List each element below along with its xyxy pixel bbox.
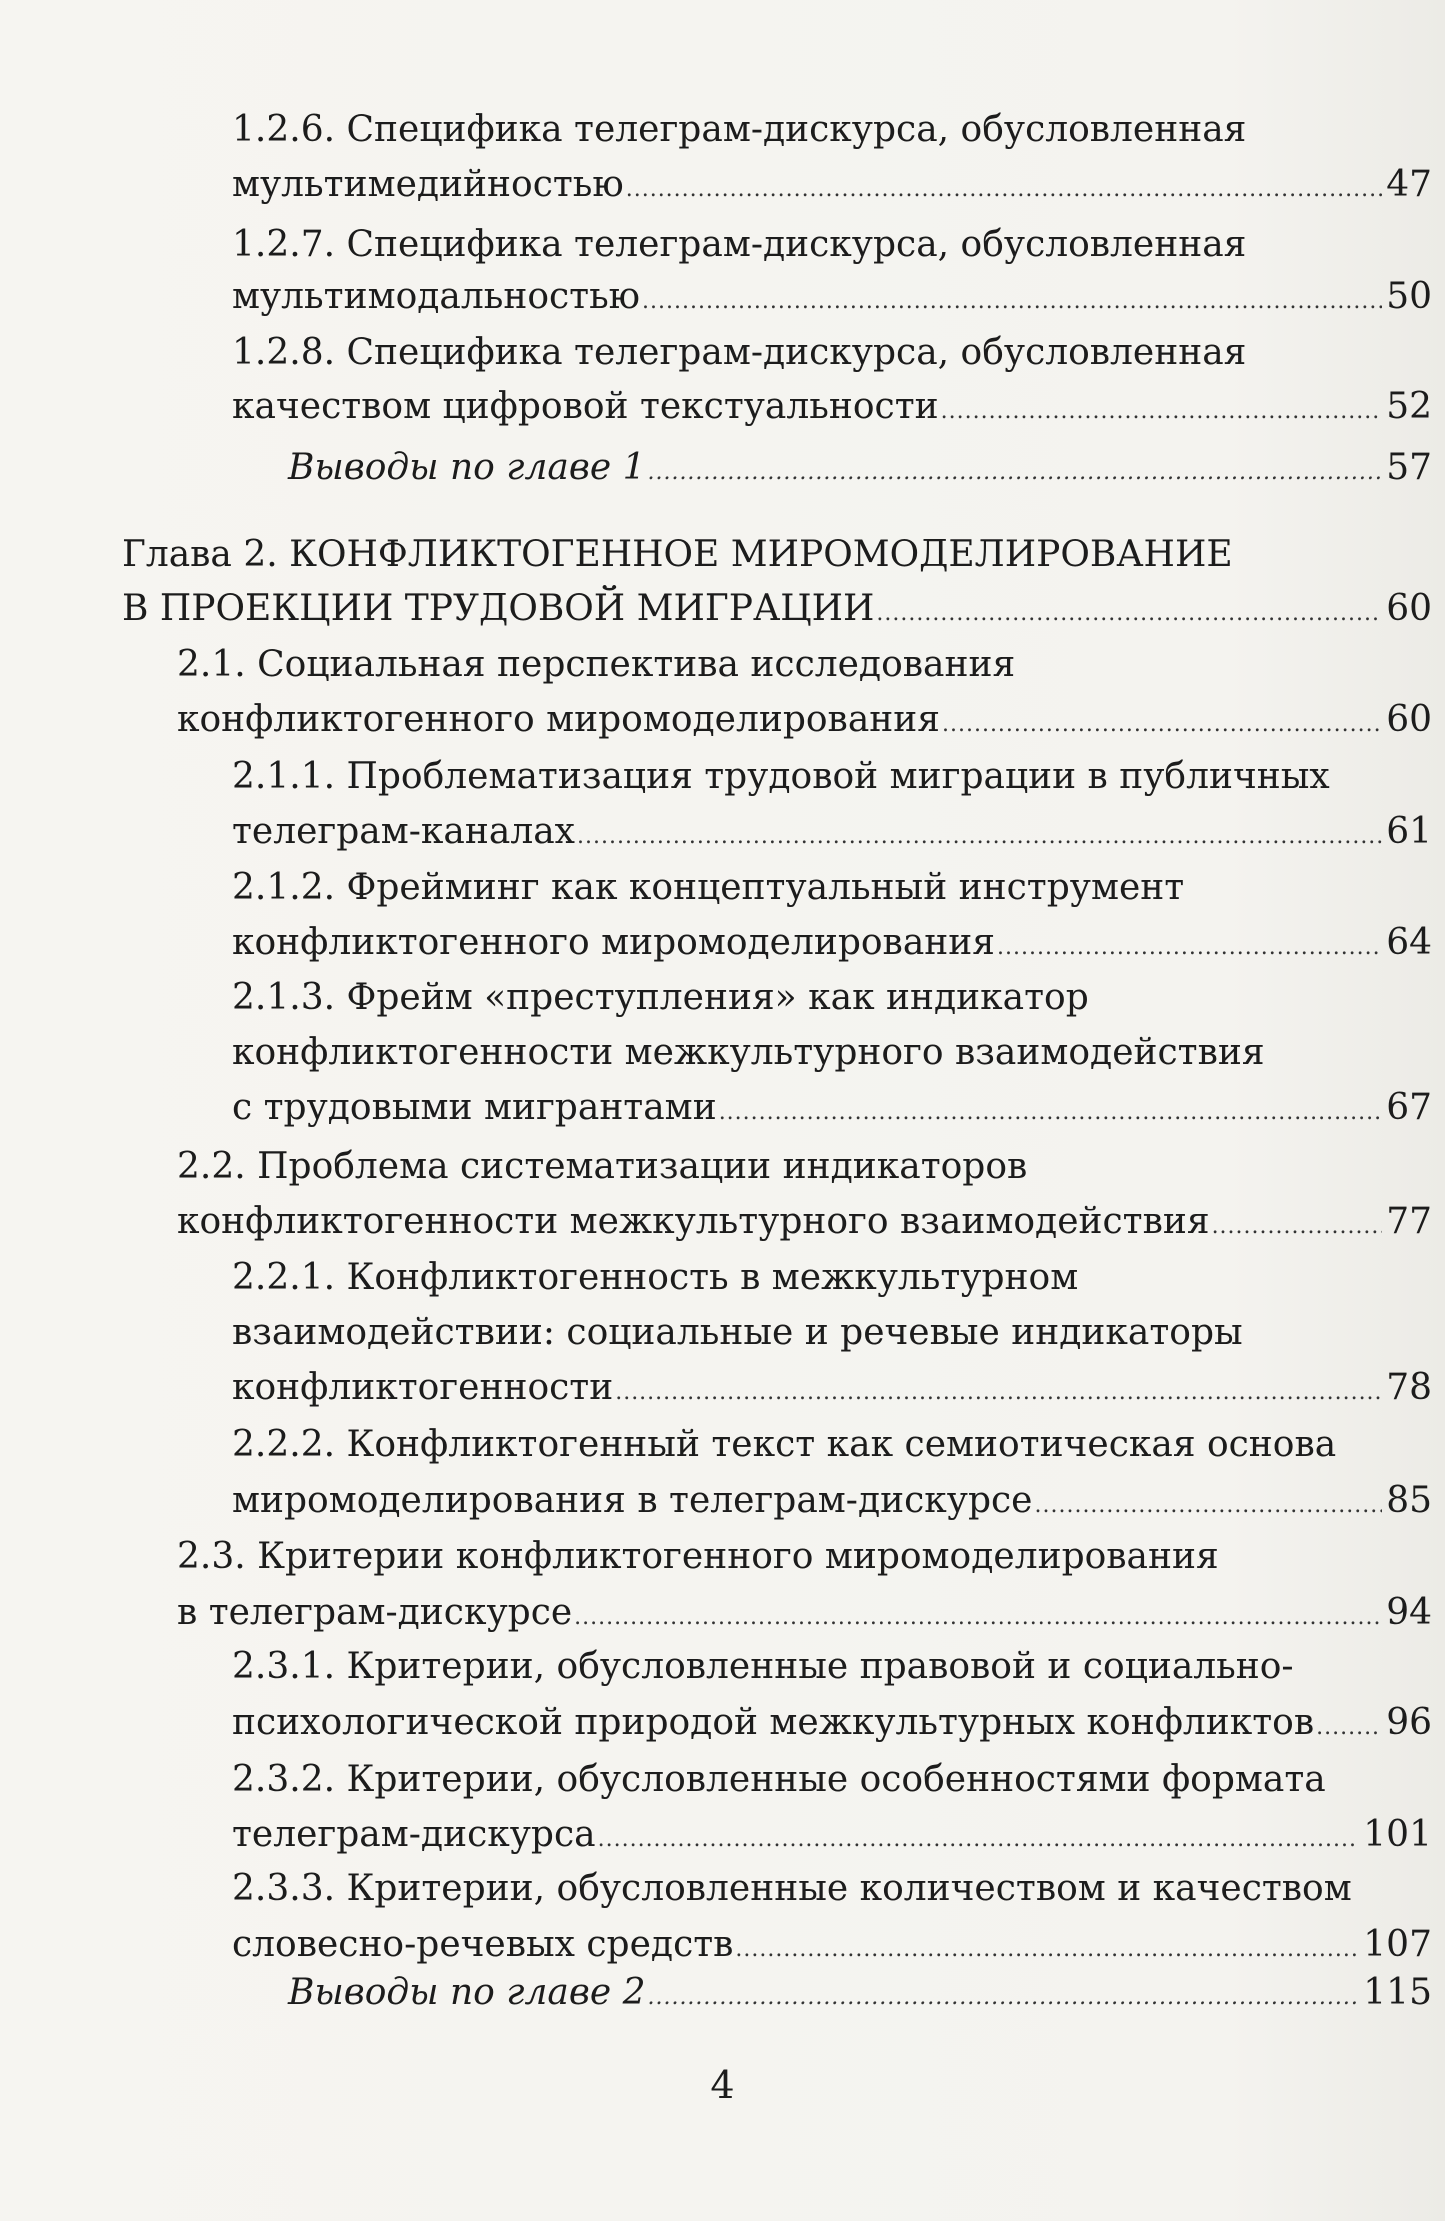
toc-entry-line bbox=[177, 1142, 1027, 1192]
dot-leader bbox=[876, 584, 1382, 639]
toc-entry-line bbox=[232, 1363, 1432, 1413]
dot-leader bbox=[941, 382, 1383, 437]
dot-leader bbox=[1316, 1698, 1382, 1753]
toc-entry-line bbox=[232, 105, 1246, 155]
toc-entry-line bbox=[177, 695, 1432, 745]
toc-entry-title: конфликтогенности межкультурного взаимодействия bbox=[177, 1201, 1210, 1242]
toc-entry-line bbox=[232, 1642, 1294, 1692]
toc-entry-line bbox=[232, 1864, 1352, 1914]
toc-page-number: 67 bbox=[1386, 1087, 1432, 1128]
toc-entry-title: телеграм-каналах bbox=[232, 811, 575, 852]
toc-entry-title: Глава 2. КОНФЛИКТОГЕННОЕ МИРОМОДЕЛИРОВАНИЕ bbox=[122, 534, 1233, 575]
toc-entry-line bbox=[232, 1920, 1432, 1970]
toc-entry-line bbox=[232, 220, 1246, 270]
toc-page-number: 94 bbox=[1386, 1592, 1432, 1633]
toc-page-number: 47 bbox=[1386, 164, 1432, 205]
dot-leader bbox=[942, 695, 1382, 750]
toc-entry-line bbox=[177, 1197, 1432, 1247]
toc-page-number: 115 bbox=[1363, 1972, 1432, 2013]
dot-leader bbox=[574, 1588, 1382, 1643]
dot-leader bbox=[1034, 1476, 1382, 1531]
toc-entry-line bbox=[288, 1968, 1432, 2018]
toc-entry-line bbox=[232, 1698, 1432, 1748]
toc-entry-line bbox=[232, 328, 1246, 378]
toc-entry-title: 2.1.2. Фрейминг как концептуальный инструмент bbox=[232, 867, 1185, 908]
toc-entry-title: качеством цифровой текстуальности bbox=[232, 386, 939, 427]
toc-entry-title: психологической природой межкультурных конфликтов bbox=[232, 1702, 1315, 1743]
dot-leader bbox=[647, 1968, 1359, 2023]
toc-entry-title: 2.3. Критерии конфликтогенного миромоделирования bbox=[177, 1536, 1219, 1577]
toc-entry-title: в телеграм-дискурсе bbox=[177, 1592, 573, 1633]
toc-page-number: 107 bbox=[1363, 1924, 1432, 1965]
toc-entry-line bbox=[232, 1028, 1265, 1078]
toc-entry-title: В ПРОЕКЦИИ ТРУДОВОЙ МИГРАЦИИ bbox=[122, 588, 875, 629]
toc-entry-line bbox=[232, 1308, 1243, 1358]
toc-entry-title: конфликтогенного миромоделирования bbox=[232, 922, 995, 963]
toc-entry-title: 2.1.3. Фрейм «преступления» как индикатор bbox=[232, 977, 1089, 1018]
toc-entry-title: конфликтогенности bbox=[232, 1367, 614, 1408]
toc-page-number: 64 bbox=[1386, 922, 1432, 963]
dot-leader bbox=[1212, 1197, 1383, 1252]
toc-entry-title: 2.2.2. Конфликтогенный текст как семиотическая основа bbox=[232, 1424, 1337, 1465]
toc-entry-line bbox=[232, 1083, 1432, 1133]
toc-entry-title: 2.1. Социальная перспектива исследования bbox=[177, 644, 1016, 685]
toc-entry-title: с трудовыми мигрантами bbox=[232, 1087, 717, 1128]
page-number: 4 bbox=[710, 2063, 735, 2107]
toc-entry-line bbox=[122, 530, 1233, 580]
toc-entry-line bbox=[232, 1420, 1336, 1470]
toc-entry-line bbox=[232, 1755, 1326, 1805]
toc-entry-title: 2.2.1. Конфликтогенность в межкультурном bbox=[232, 1257, 1079, 1298]
toc-entry-line bbox=[232, 807, 1432, 857]
dot-leader bbox=[719, 1083, 1383, 1138]
toc-entry-line bbox=[232, 160, 1432, 210]
dot-leader bbox=[615, 1363, 1382, 1418]
toc-entry-line bbox=[232, 752, 1330, 802]
toc-entry-title: 1.2.6. Специфика телеграм-дискурса, обусловленная bbox=[232, 109, 1247, 150]
dot-leader bbox=[997, 918, 1382, 973]
toc-entry-title: Выводы по главе 2 bbox=[288, 1972, 646, 2013]
toc-entry-line bbox=[232, 973, 1089, 1023]
toc-page-number: 52 bbox=[1386, 386, 1432, 427]
dot-leader bbox=[626, 160, 1382, 215]
toc-entry-title: конфликтогенности межкультурного взаимодействия bbox=[232, 1032, 1265, 1073]
toc-entry-title: 1.2.7. Специфика телеграм-дискурса, обусловленная bbox=[232, 224, 1247, 265]
toc-entry-line bbox=[232, 918, 1432, 968]
toc-page-number: 85 bbox=[1386, 1480, 1432, 1521]
toc-entry-title: взаимодействии: социальные и речевые индикаторы bbox=[232, 1312, 1243, 1353]
toc-entry-line bbox=[232, 272, 1432, 322]
toc-page-number: 60 bbox=[1386, 588, 1432, 629]
dot-leader bbox=[598, 1810, 1360, 1865]
dot-leader bbox=[577, 807, 1382, 862]
toc-page-number: 77 bbox=[1386, 1201, 1432, 1242]
toc-page-number: 78 bbox=[1386, 1367, 1432, 1408]
toc-entry-line bbox=[122, 584, 1432, 634]
toc-entry-title: 2.3.1. Критерии, обусловленные правовой и социально- bbox=[232, 1646, 1294, 1687]
toc-page-number: 50 bbox=[1386, 276, 1432, 317]
toc-entry-line bbox=[232, 1476, 1432, 1526]
toc-page-number: 61 bbox=[1386, 811, 1432, 852]
toc-entry-title: мультимодальностью bbox=[232, 276, 641, 317]
toc-entry-title: словесно-речевых средств bbox=[232, 1924, 734, 1965]
toc-entry-line bbox=[177, 640, 1015, 690]
toc-entry-title: телеграм-дискурса bbox=[232, 1814, 596, 1855]
toc-entry-line bbox=[232, 1253, 1078, 1303]
dot-leader bbox=[647, 443, 1382, 498]
toc-entry-title: 1.2.8. Специфика телеграм-дискурса, обусловленная bbox=[232, 332, 1247, 373]
dot-leader bbox=[642, 272, 1382, 327]
toc-entry-line bbox=[177, 1532, 1219, 1582]
toc-entry-title: 2.1.1. Проблематизация трудовой миграции в публичных bbox=[232, 756, 1330, 797]
toc-entry-title: мультимедийностью bbox=[232, 164, 624, 205]
toc-entry-title: 2.3.3. Критерии, обусловленные количеством и качеством bbox=[232, 1868, 1352, 1909]
toc-page-number: 96 bbox=[1386, 1702, 1432, 1743]
toc-entry-line bbox=[232, 382, 1432, 432]
toc-entry-line bbox=[232, 1810, 1432, 1860]
toc-page-number: 60 bbox=[1386, 699, 1432, 740]
toc-entry-title: 2.3.2. Критерии, обусловленные особенностями формата bbox=[232, 1759, 1326, 1800]
toc-page-number: 101 bbox=[1363, 1814, 1432, 1855]
dot-leader bbox=[735, 1920, 1359, 1975]
toc-entry-line bbox=[232, 863, 1184, 913]
toc-entry-line bbox=[288, 443, 1432, 493]
toc-entry-title: Выводы по главе 1 bbox=[288, 447, 646, 488]
toc-entry-title: миромоделирования в телеграм-дискурсе bbox=[232, 1480, 1033, 1521]
toc-page-number: 57 bbox=[1386, 447, 1432, 488]
toc-entry-title: 2.2. Проблема систематизации индикаторов bbox=[177, 1146, 1028, 1187]
toc-entry-title: конфликтогенного миромоделирования bbox=[177, 699, 940, 740]
toc-entry-line bbox=[177, 1588, 1432, 1638]
